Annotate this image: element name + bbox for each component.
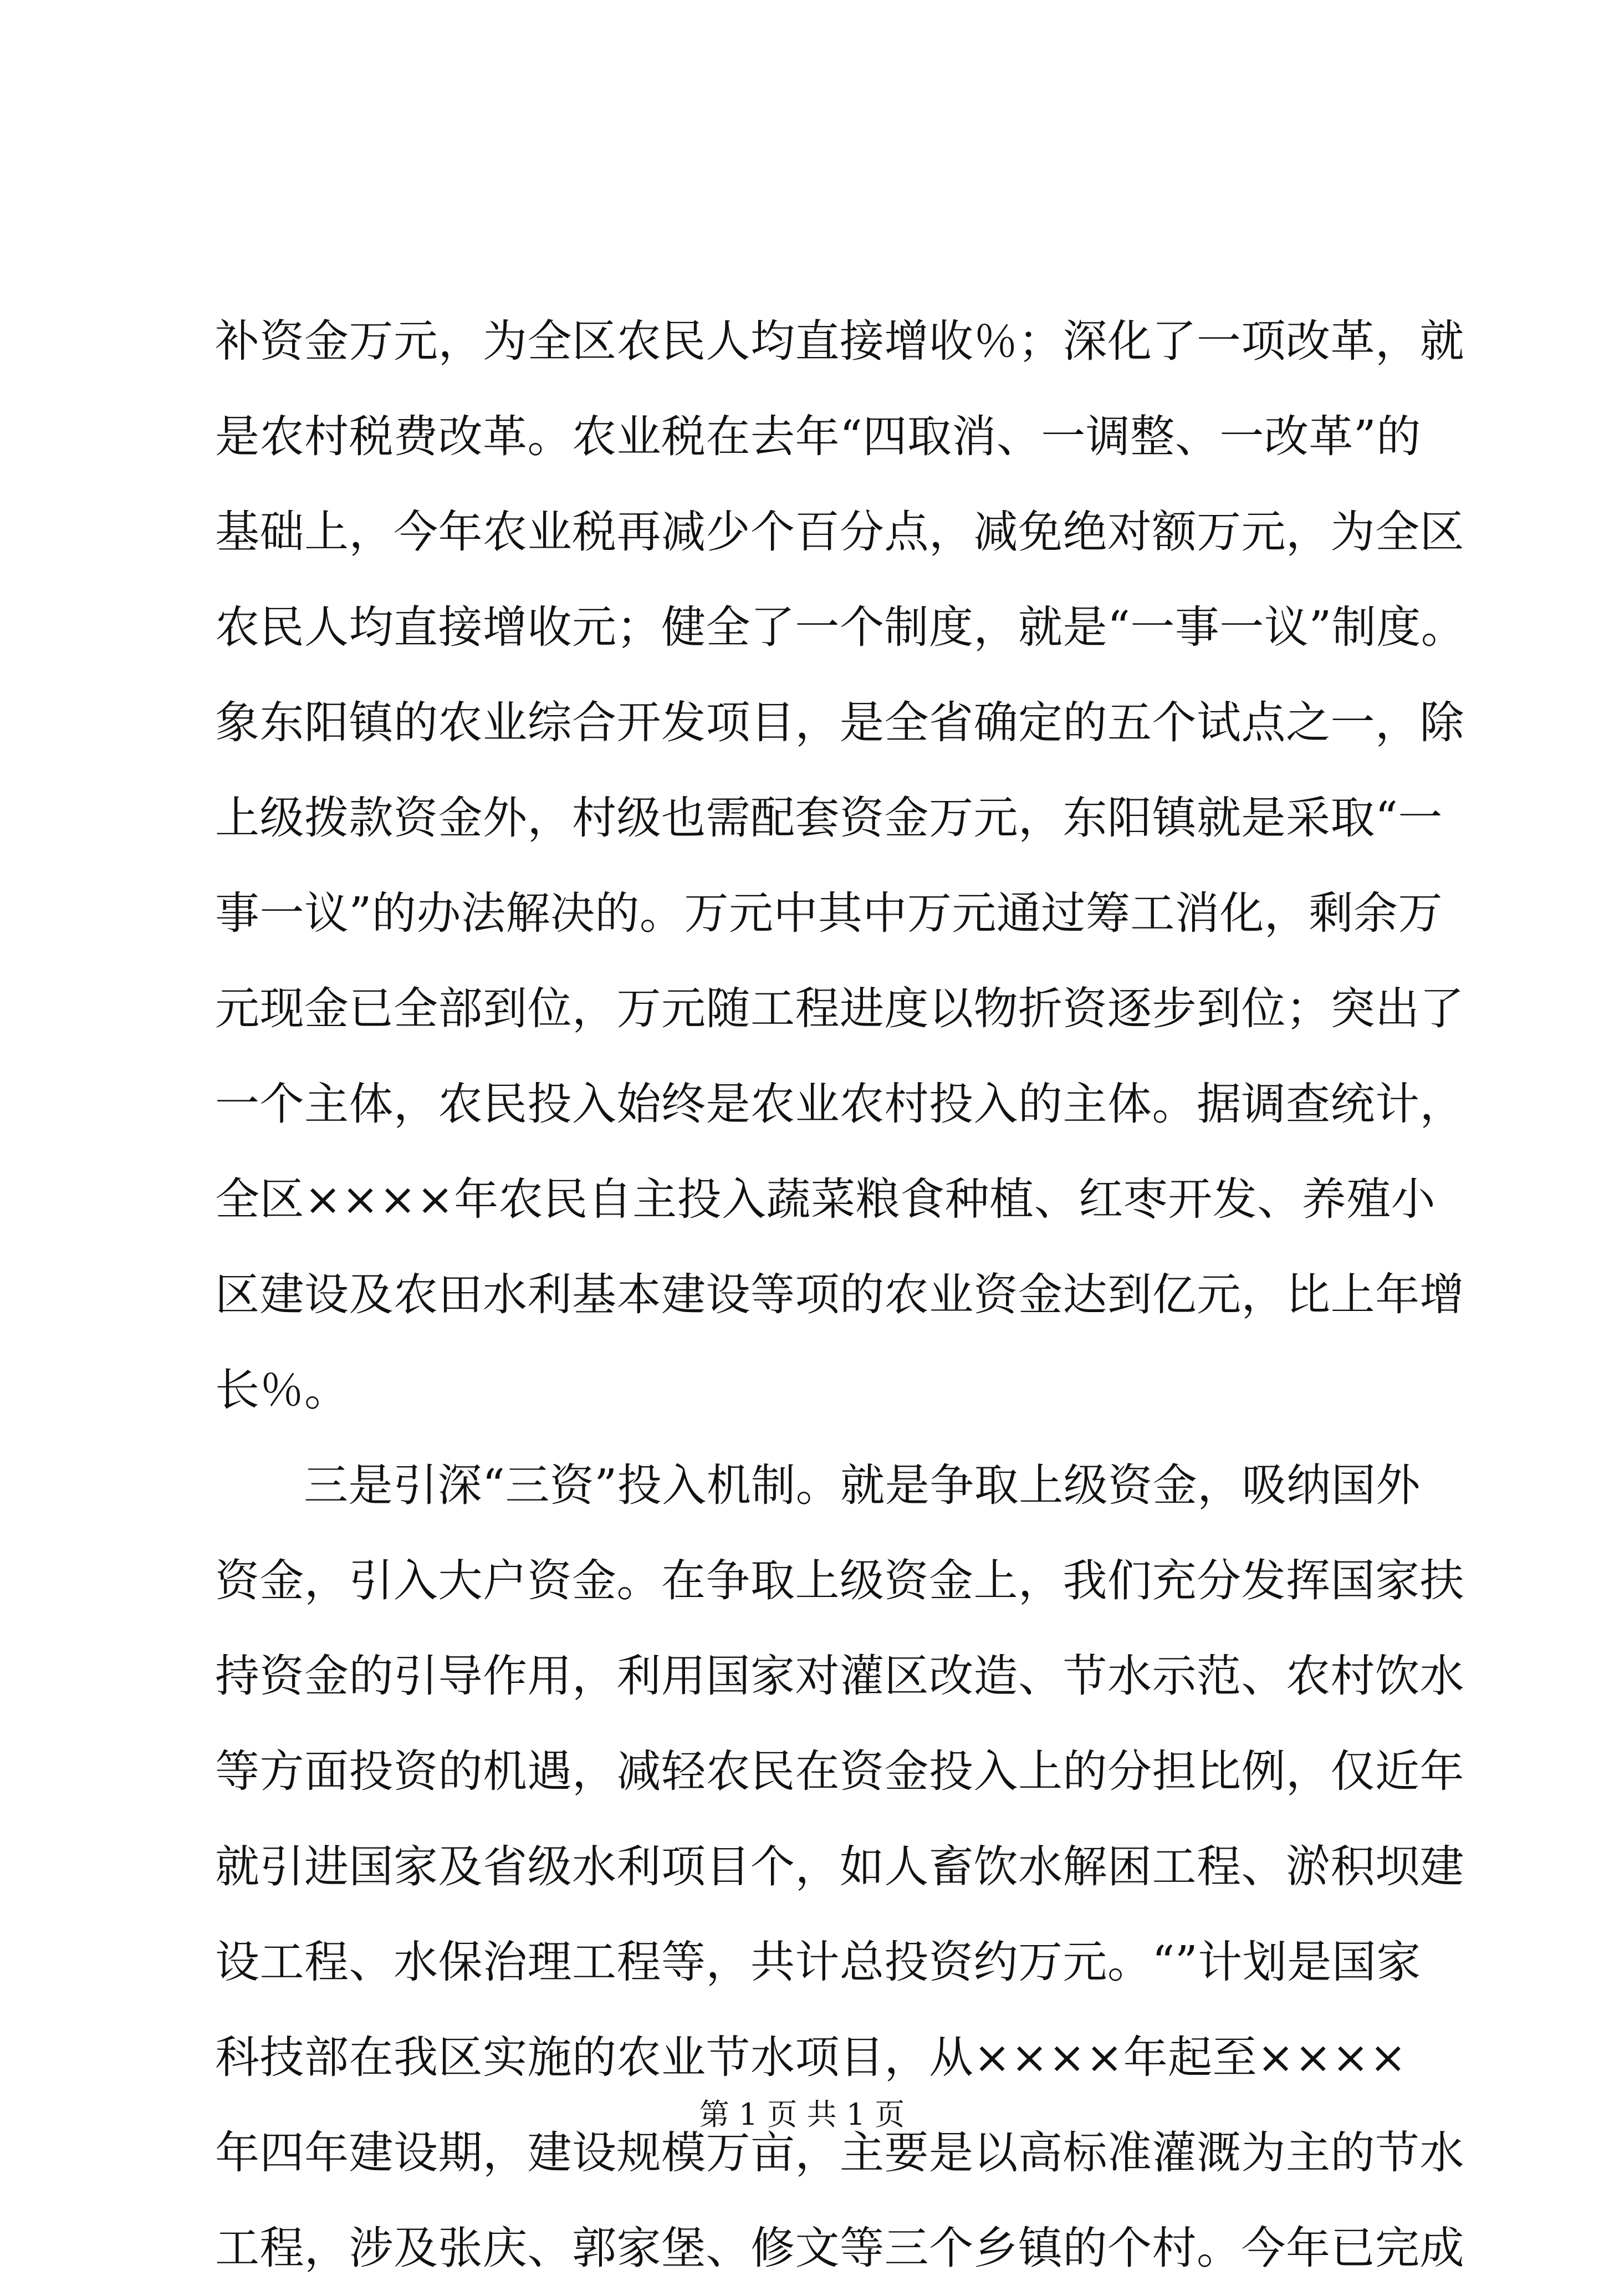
page-footer: 第 1 页 共 1 页 [699,2097,905,2132]
text-line: 全区××××年农民自主投入蔬菜粮食种植、红枣开发、养殖小 [215,1173,1436,1225]
text-line: 区建设及农田水利基本建设等项的农业资金达到亿元，比上年增 [215,1269,1464,1320]
text-line: 农民人均直接增收元；健全了一个制度，就是“一事一议”制度。 [215,601,1466,653]
text-line: 就引进国家及省级水利项目个，如人畜饮水解困工程、淤积坝建 [215,1841,1464,1892]
text-line: 年四年建设期，建设规模万亩，主要是以高标准灌溉为主的节水 [215,2127,1464,2178]
text-line: 设工程、水保治理工程等，共计总投资约万元。“”计划是国家 [215,1936,1421,1988]
text-line: 持资金的引导作用，利用国家对灌区改造、节水示范、农村饮水 [215,1650,1464,1702]
text-line: 长％。 [215,1364,349,1416]
text-line: 是农村税费改革。农业税在去年“四取消、一调整、一改革”的 [215,411,1421,462]
text-line: 资金，引入大户资金。在争取上级资金上，我们充分发挥国家扶 [215,1555,1464,1606]
text-line: 象东阳镇的农业综合开发项目，是全省确定的五个试点之一，除 [215,697,1464,748]
text-line: 科技部在我区实施的农业节水项目，从××××年起至×××× [215,2032,1407,2083]
text-line: 等方面投资的机遇，减轻农民在资金投入上的分担比例，仅近年 [215,1746,1464,1797]
text-line: 基础上，今年农业税再减少个百分点，减免绝对额万元，为全区 [215,506,1464,558]
text-line: 上级拨款资金外，村级也需配套资金万元，东阳镇就是采取“一 [215,792,1443,844]
paragraph-start-line: 三是引深“三资”投入机制。就是争取上级资金，吸纳国外 [304,1460,1421,1511]
text-line: 一个主体，农民投入始终是农业农村投入的主体。据调查统计， [215,1078,1464,1130]
text-line: 补资金万元，为全区农民人均直接增收％；深化了一项改革，就 [215,315,1464,367]
text-line: 元现金已全部到位，万元随工程进度以物折资逐步到位；突出了 [215,983,1464,1034]
text-line: 事一议”的办法解决的。万元中其中万元通过筹工消化，剩余万 [215,887,1443,939]
text-line: 工程，涉及张庆、郭家堡、修文等三个乡镇的个村。今年已完成 [215,2222,1464,2274]
